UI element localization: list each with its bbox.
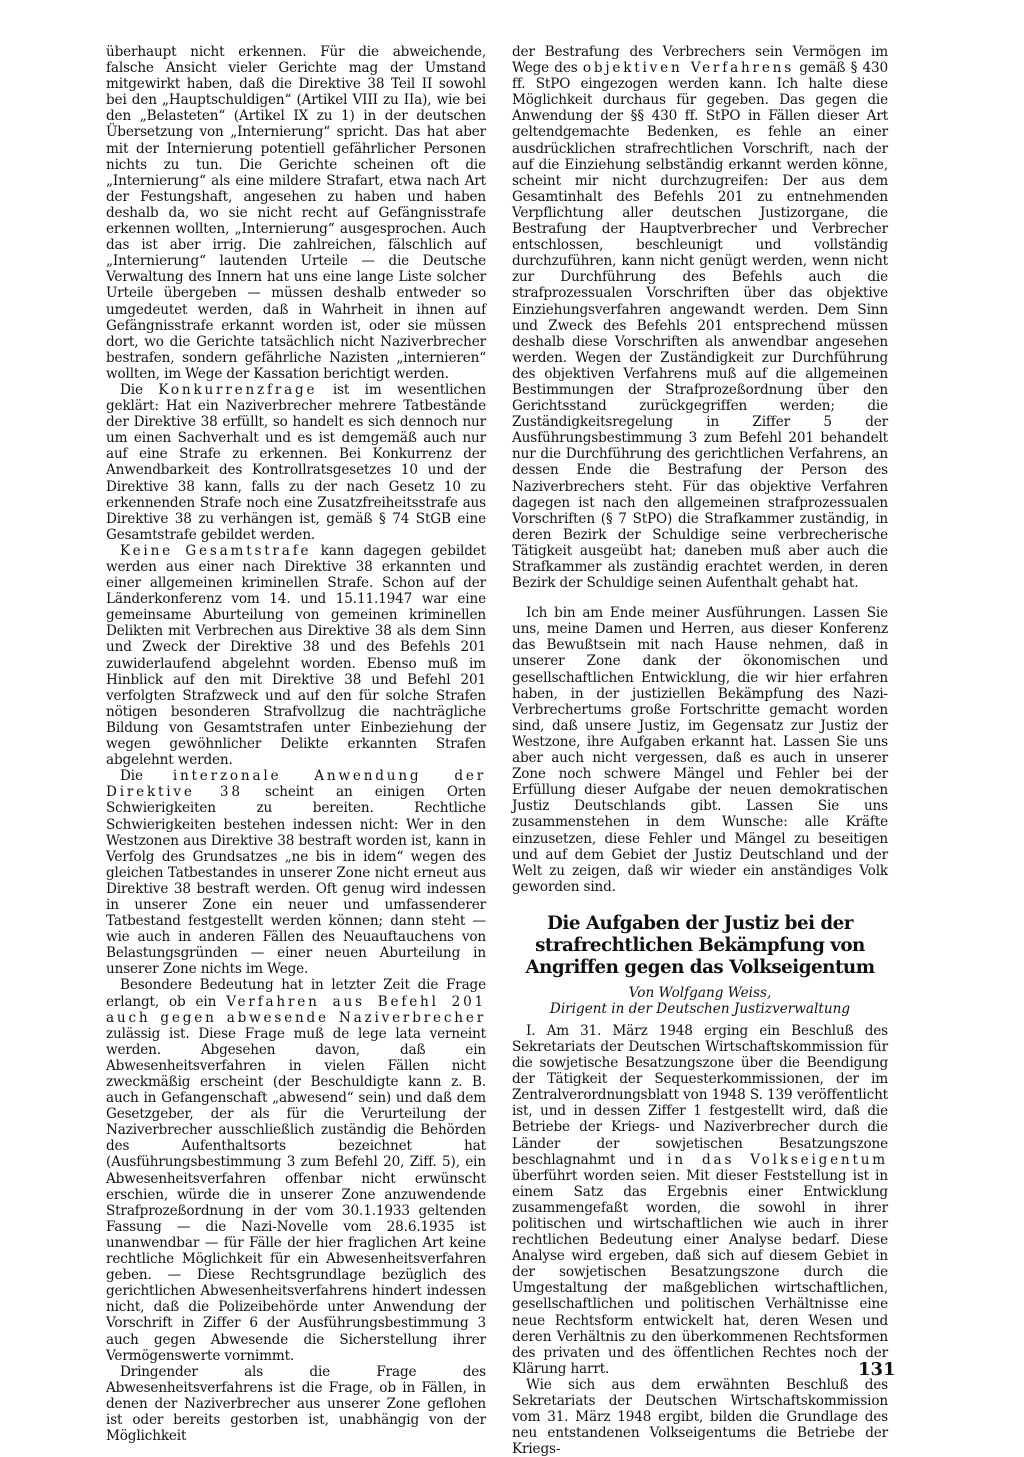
page-number: 131 (858, 1359, 896, 1380)
right-column (512, 44, 888, 1457)
paragraph-interzonale-anwendung: Die interzonale Anwendung der Direktive 38 scheint an einigen Orten Schwierigkeiten zu bereiten. Rechtliche Schwierigkeiten bestehen indessen nicht: Wer in den Westzonen aus Direktive 38 bestraft worden ist, kann in Verfolg des Grundsatzes „ne bis in idem“ wegen des gleichen Tatbestandes in unserer Zone nicht erneut aus Direktive 38 bestraft werden. Oft genug wird indessen in unserer Zone ein neuer und umfassenderer Tatbestand festgestellt werden können; dann steht — wie auch in anderen Fällen des Neuauftauchens von Belastungsgründen — einer neuen Aburteilung in unserer Zone nichts im Wege. (106, 768, 487, 978)
left-column (106, 44, 486, 1444)
paragraph-gesamtstrafe: Keine Gesamtstrafe kann dagegen gebildet werden aus einer nach Direktive 38 erkannten und einer allgemeinen kriminellen Strafe. Schon auf der Länderkonferenz vom 14. und 15.11.1947 war eine gemeinsame Aburteilung von gemeinen kriminellen Delikten mit Verbrechen aus Direktive 38 als dem Sinn und Zweck der Direktive 38 und des Befehls 201 zuwiderlaufend abgelehnt worden. Ebenso muß im Hinblick auf den mit Direktive 38 und Befehl 201 verfolgten Strafzweck und auf den für solche Strafen nötigen besonderen Strafvollzug die nachträgliche Bildung von Gesamtstrafen unter Einbeziehung der wegen gewöhnlicher Delikte erkannten Strafen abgelehnt werden. (106, 542, 486, 769)
paragraph-internierung: überhaupt nicht erkennen. Für die abweichende, falsche Ansicht vieler Gerichte mag der Umstand mitgewirkt haben, daß die Direktive 38 Teil II sowohl bei den „Hauptschuldigen“ (Artikel VIII zu IIa), wie bei den „Belasteten“ (Artikel IX zu 1) in der deutschen Übersetzung von „Internierung“ spricht. Das hat aber mit der Internierung potentiell gefährlicher Personen nichts zu tun. Die Gerichte scheinen oft die „Internierung“ als eine mildere Strafart, etwa nach Art der Festungshaft, angesehen zu haben und haben deshalb da, wo sie nicht recht auf Gefängnisstrafe erkennen wollten, „Internierung“ ausgesprochen. Auch das ist aber irrig. Die zahlreichen, fälschlich auf „Internierung“ lautenden Urteile — die Deutsche Verwaltung des Innern hat uns eine lange Liste solcher Urteile übergeben — müssen deshalb entweder so umgedeutet werden, daß in Wahrheit in ihnen auf Gefängnisstrafe erkannt worden ist, oder sie müssen dort, wo die Gerichte tatsächlich nicht Naziverbrecher bestrafen, sondern gefährliche Nazisten „internieren“ wollten, im Wege der Kassation berichtigt werden. (106, 44, 486, 382)
paragraph-schlusswort: Ich bin am Ende meiner Ausführungen. Lassen Sie uns, meine Damen und Herren, aus dieser Konferenz das Bewußtsein mit nach Hause nehmen, daß in unserer Zone dank der ökonomischen und gesellschaftlichen Entwicklung, die wir hier erfahren haben, in der justiziellen Bekämpfung des Nazi-Verbrechertums große Fortschritte gemacht worden sind, daß unsere Justiz, im Gegensatz zur Justiz der Westzone, ihre Aufgaben erkannt hat. Lassen Sie uns aber auch nicht vergessen, daß es auch in unserer Zone noch schwere Mängel und Fehler bei der Erfüllung dieser Aufgabe der neuen demokratischen Justiz Deutschlands gibt. Lassen Sie uns zusammenstehen in dem Wunsche: alle Kräfte einzusetzen, diese Fehler und Mängel zu beseitigen und auf dem Gebiet der Justiz Deutschland und der Welt zu zeigen, daß wir wieder ein anständiges Volk geworden sind. (512, 605, 888, 895)
paragraph-objektives-verfahren: der Bestrafung des Verbrechers sein Vermögen im Wege des objektiven Verfahrens gemäß § 430 ff. StPO eingezogen werden kann. Ich halte diese Möglichkeit durchaus für gegeben. Das gegen die Anwendung der §§ 430 ff. StPO in Fällen dieser Art geltendgemachte Bedenken, es fehle an einer ausdrücklichen strafrechtlichen Vorschrift, nach der auf die Einziehung selbständig erkannt werden könne, scheint mir nicht durchzugreifen: Der aus dem Gesamtinhalt des Befehls 201 zu entnehmenden Verpflichtung aller deutschen Justizorgane, die Bestrafung der Hauptverbrecher und Verbrecher entschlossen, beschleunigt und vollständig durchzuführen, kann nicht genügt werden, wenn nicht zur Durchführung des Befehls auch die strafprozessualen Vorschriften über das objektive Einziehungsverfahren angewandt werden. Dem Sinn und Zweck des Befehls 201 entsprechend müssen deshalb diese Vorschriften als anwendbar angesehen werden. Wegen der Zuständigkeit zur Durchführung des objektiven Verfahrens muß auf die allgemeinen Bestimmungen der Strafprozeßordnung über den Gerichtsstand zurückgegriffen werden; die Zuständigkeitsregelung in Ziffer 5 der Ausführungsbestimmung 3 zum Befehl 201 behandelt nur die Durchführung des gerichtlichen Verfahrens, an dessen Ende die Bestrafung der Person des Naziverbrechers steht. Für das objektive Verfahren dagegen ist nach den allgemeinen strafprozessualen Vorschriften (§ 7 StPO) die Strafkammer zuständig, in deren Bezirk der Schuldige seine verbrecherische Tätigkeit ausgeübt hat; daneben muß aber auch die Strafkammer als zuständig erachtet werden, in deren Bezirk der Schuldige seinen Aufenthalt gehabt hat. (512, 44, 888, 592)
paragraph-konkurrenzfrage: Die Konkurrenzfrage ist im wesentlichen geklärt: Hat ein Naziverbrecher mehrere Tatbestände der Direktive 38 erfüllt, so handelt es sich dennoch nur um einen Sachverhalt und es ist demgemäß auch nur auf eine Strafe zu erkennen. Bei Konkurrenz der Anwendbarkeit des Kontrollratsgesetzes 10 und der Direktive 38 kann, falls zu der nach Gesetz 10 zu erkennenden Strafe noch eine Zusatzfreiheitsstrafe aus Direktive 38 zu verhängen ist, gemäß § 74 StGB eine Gesamtstrafe gebildet werden. (106, 381, 487, 543)
paragraph-abwesenheitsverfahren: Besondere Bedeutung hat in letzter Zeit die Frage erlangt, ob ein Verfahren aus Befehl 201 auch gegen abwesende Naziverbrecher zulässig ist. Diese Frage muß de lege lata verneint werden. Abgesehen davon, daß ein Abwesenheitsverfahren in vielen Fällen nicht zweckmäßig erscheint (der Beschuldigte kann z. B. auch in Gefangenschaft „abwesend“ sein) und daß dem Gesetzgeber, der als für die Verurteilung der Naziverbrecher ausschließlich zuständig die Behörden des Aufenthaltsorts bezeichnet hat (Ausführungsbestimmung 3 zum Befehl 20, Ziff. 5), ein Abwesenheitsverfahren offenbar nicht erwünscht erschien, würde die in unserer Zone anzuwendende Strafprozeßordnung in der vom 30.1.1933 geltenden Fassung — die Nazi-Novelle vom 28.6.1935 ist unanwendbar — für Fälle der hier fraglichen Art keine rechtliche Möglichkeit für ein Abwesenheitsverfahren geben. — Diese Rechtsgrundlage bezüglich des gerichtlichen Abwesenheitsverfahrens hindert indessen nicht, daß die Polizeibehörde unter Anwendung der Vorschrift in Ziffer 6 der Ausführungsbestimmung 3 auch gegen Abwesende die Sicherstellung ihrer Vermögenswerte vornimmt. (106, 977, 486, 1364)
paragraph-article-grundlage: Wie sich aus dem erwähnten Beschluß des Sekretariats der Deutschen Wirtschaftskommission vom 31. März 1948 ergibt, bilden die Grundlage des neu entstandenen Volkseigentums die Betriebe der Kriegs- (512, 1376, 888, 1457)
article-affiliation: Dirigent in der Deutschen Justizverwaltung (549, 1000, 851, 1017)
paragraph-article-intro: I. Am 31. März 1948 erging ein Beschluß des Sekretariats der Deutschen Wirtschaftskommission für die sowjetische Besatzungszone über die Beendigung der Tätigkeit der Sequesterkommissionen, der im Zentralverordnungsblatt von 1948 S. 139 veröffentlicht ist, und in dessen Ziffer 1 festgestellt wird, daß die Betriebe der Kriegs- und Naziverbrecher durch die Länder der sowjetischen Besatzungszone beschlagnahmt und in das Volkseigentum überführt worden seien. Mit dieser Feststellung ist in einem Satz das Ergebnis einer Entwicklung zusammengefaßt worden, die sowohl in ihrer politischen und wirtschaftlichen wie auch in ihrer rechtlichen Bedeutung einer Analyse bedarf. Diese Analyse wird ergeben, daß sich auf diesem Gebiet in der sowjetischen Besatzungszone durch die Umgestaltung der maßgeblichen wirtschaftlichen, gesellschaftlichen und politischen Verhältnisse eine neue Rechtsform entwickelt hat, deren Wesen und deren Verhältnis zu den überkommenen Rechtsformen des privaten und des öffentlichen Rechtes noch der Klärung harrt. (512, 1022, 888, 1377)
paragraph-dringender: Dringender als die Frage des Abwesenheitsverfahrens ist die Frage, ob in Fällen, in denen der Naziverbrecher aus unserer Zone geflohen ist oder bereits gestorben ist, unabhängig von der Möglichkeit (106, 1363, 486, 1445)
article-title: Die Aufgaben der Justiz bei der strafrechtlichen Bekämpfung von Angriffen gegen das Volkseigentum (525, 912, 875, 978)
article-author: Von Wolfgang Weiss, (628, 984, 772, 1001)
